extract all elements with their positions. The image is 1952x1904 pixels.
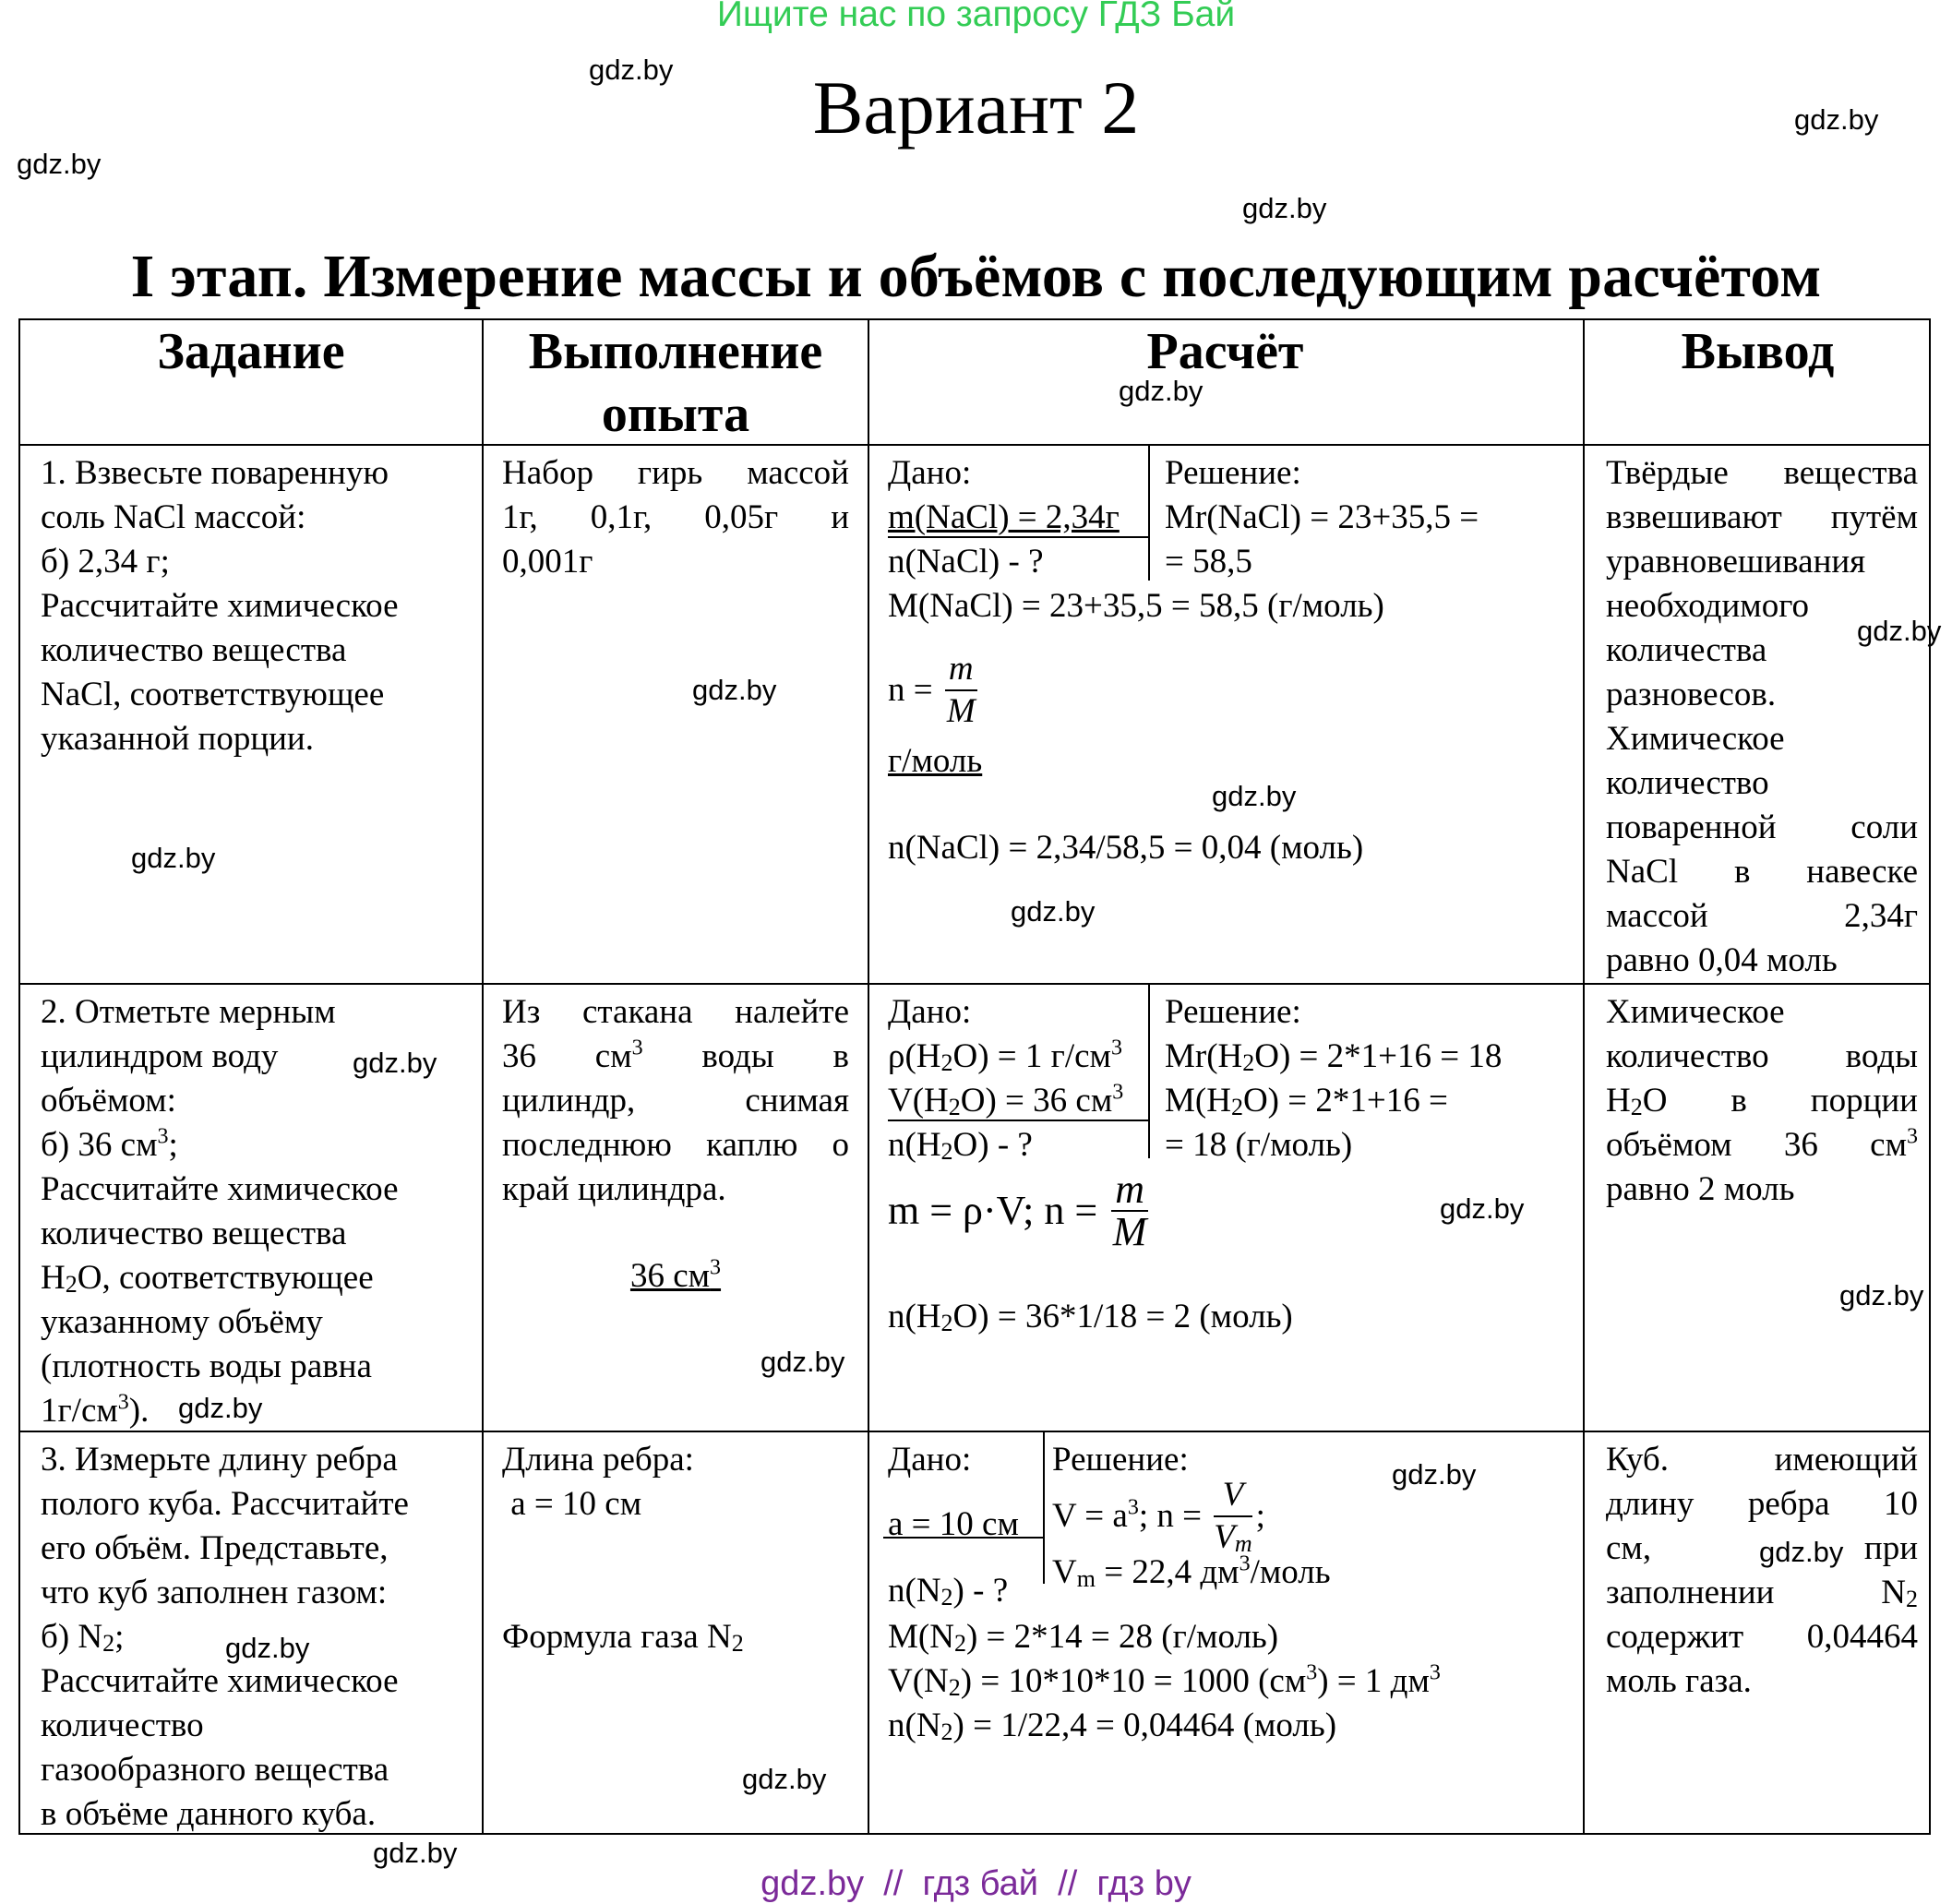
given-unknown: $n(N_2)$ - ? <box>888 1572 1009 1611</box>
formula-lhs: m = ρ·V; n = <box>888 1188 1108 1233</box>
text-line: уравновешивания <box>1606 543 1866 581</box>
watermark: gdz.by <box>1759 1536 1844 1568</box>
given-value: m(NaCl) = 2,34г <box>888 498 1120 536</box>
calc-line: $n(H_2O) = 36*1/18 = 2$ (моль) <box>888 1298 1293 1336</box>
text-line: Из стакана налейте <box>502 993 849 1031</box>
row3-calc <box>888 1615 1571 1748</box>
fraction-denominator: M <box>1112 1209 1147 1254</box>
watermark: gdz.by <box>131 842 216 874</box>
watermark: gdz.by <box>225 1632 310 1664</box>
text-line: массой 2,34г <box>1606 897 1918 935</box>
text-line: б) $N_2$; <box>41 1618 125 1657</box>
text-line: его объём. Представьте, <box>41 1529 389 1567</box>
fraction-numerator: m <box>1111 1169 1148 1212</box>
text-line: объёмом: <box>41 1082 176 1120</box>
row1-conclusion <box>1606 451 1918 983</box>
column-divider <box>1583 320 1585 1833</box>
text-line: количество воды <box>1606 1037 1918 1075</box>
solution-line: = 58,5 <box>1165 543 1252 581</box>
given-label: Дано: <box>888 454 972 492</box>
text-line: 36 $см^3$ воды в <box>502 1036 849 1075</box>
text-line: равно 2 моль <box>1606 1170 1795 1208</box>
text-line: равно 0,04 моль <box>1606 941 1838 979</box>
solution-label: Решение: <box>1165 454 1301 492</box>
watermark: gdz.by <box>1242 192 1327 224</box>
given-label: Дано: <box>888 1441 972 1479</box>
text-line: 2. Отметьте мерным <box>41 993 336 1031</box>
watermark: gdz.by <box>1212 780 1297 812</box>
text-line: край цилиндра. <box>502 1170 726 1208</box>
text-line: в объёме данного куба. <box>41 1795 377 1833</box>
fraction-denominator: $V_m$ <box>1214 1518 1252 1557</box>
row3-given <box>888 1438 1045 1613</box>
calc-line: M(NaCl) = 23+35,5 = 58,5 (г/моль) <box>888 587 1384 625</box>
text-line: 1. Взвесьте поваренную <box>41 454 389 492</box>
watermark: gdz.by <box>1392 1458 1477 1491</box>
row1-solution <box>1165 451 1571 584</box>
text-line: содержит 0,04464 <box>1606 1618 1918 1656</box>
row3-exec <box>502 1438 849 1659</box>
text-line: что куб заполнен газом: <box>41 1574 388 1611</box>
text-line: количество <box>41 1706 204 1744</box>
text-line: количество вещества <box>41 631 347 669</box>
text-line: Химическое <box>1606 993 1785 1031</box>
fraction-denominator: M <box>946 692 976 730</box>
header-task: Задание <box>157 323 345 380</box>
text-line: газообразного вещества <box>41 1751 389 1789</box>
watermark: gdz.by <box>742 1763 827 1795</box>
row1-calc <box>888 584 1571 870</box>
page-title: Вариант 2 <box>812 66 1140 150</box>
text-line: 1г, 0,1г, 0,05г и <box>502 498 849 536</box>
text-line: цилиндром воду <box>41 1037 279 1075</box>
watermark: gdz.by <box>178 1392 263 1424</box>
calc-line: $M(N_2) = 2*14 = 28$ (г/моль) <box>888 1618 1279 1657</box>
row1-given <box>888 451 1148 584</box>
text-line: Твёрдые вещества <box>1606 454 1918 492</box>
watermark: gdz.by <box>589 54 674 86</box>
solution-line: = 18 (г/моль) <box>1165 1126 1353 1164</box>
watermark: gdz.by <box>17 148 102 180</box>
text-line: объёмом 36 $см^3$ <box>1606 1124 1918 1164</box>
text-line: указанному объёму <box>41 1303 323 1341</box>
given-value: a = 10 см <box>888 1505 1019 1543</box>
header-conclusion: Вывод <box>1681 323 1835 380</box>
fraction <box>1111 1169 1148 1252</box>
text-line: см, при <box>1606 1529 1918 1567</box>
fraction <box>945 649 977 732</box>
text-line: Длина ребра: <box>502 1441 694 1479</box>
formula <box>888 649 1571 739</box>
header-calc: Расчёт <box>1146 323 1304 380</box>
text-line: $H_2O$ в порции <box>1606 1082 1918 1120</box>
text-line: заполнении $N_2$ <box>1606 1574 1918 1612</box>
text-line: NaCl в навеске <box>1606 853 1918 891</box>
calc-line: $V(N_2) = 10*10*10 = 1000$ $(см^3) = 1$ $дм^3$ <box>888 1660 1441 1701</box>
calc-line: $n(N_2) = 1/22,4 = 0,04464$ (моль) <box>888 1706 1337 1745</box>
text-line: 3. Измерьте длину ребра <box>41 1441 398 1479</box>
row3-conclusion <box>1606 1438 1918 1704</box>
text-line: a = 10 см <box>502 1485 642 1523</box>
watermark: gdz.by <box>1857 615 1942 647</box>
watermark: gdz.by <box>692 674 777 706</box>
text-line: Рассчитайте химическое <box>41 587 399 625</box>
footer: gdz.by // гдз бай // гдз by <box>760 1864 1192 1903</box>
given-unknown: n(NaCl) - ? <box>888 543 1044 581</box>
text-line: (плотность воды равна <box>41 1347 372 1385</box>
volume-mark: 36 $см^3$ <box>629 1255 722 1295</box>
watermark: gdz.by <box>373 1837 458 1869</box>
given-divider <box>1148 444 1150 581</box>
row1-task <box>41 451 474 761</box>
text-line: указанной порции. <box>41 720 314 758</box>
watermark: gdz.by <box>353 1047 437 1079</box>
row2-conclusion <box>1606 990 1918 1212</box>
watermark: gdz.by <box>1440 1192 1525 1225</box>
row1-exec <box>502 451 849 584</box>
given-unknown: $n(H_2O)$ - ? <box>888 1126 1033 1165</box>
text-line: длину ребра 10 <box>1606 1485 1918 1523</box>
section-heading: I этап. Измерение массы и объёмов с последующим расчётом <box>130 243 1822 310</box>
row2-solution <box>1165 990 1571 1168</box>
text-line: полого куба. Рассчитайте <box>41 1485 409 1523</box>
text-line: $1г/см^3$). <box>41 1390 150 1430</box>
search-banner: Ищите нас по запросу ГДЗ Бай <box>716 0 1236 34</box>
text-line: NaCl, соответствующее <box>41 676 385 713</box>
text-line: разновесов. <box>1606 676 1777 713</box>
text-line: количество вещества <box>41 1215 347 1252</box>
text-line: поваренной соли <box>1606 808 1918 846</box>
fraction-numerator: V <box>1214 1475 1251 1517</box>
row2-exec <box>502 990 849 1299</box>
fraction <box>1214 1475 1251 1558</box>
watermark: gdz.by <box>760 1346 845 1378</box>
text-line: Рассчитайте химическое <box>41 1170 399 1208</box>
text-line: соль NaCl массой: <box>41 498 306 536</box>
header-exec: Выполнение опыта <box>528 323 823 443</box>
calc-line: г/моль <box>888 742 983 780</box>
text-line: необходимого <box>1606 587 1809 625</box>
text-line: количества <box>1606 631 1767 669</box>
text-line: $H_2O$, соответствующее <box>41 1259 374 1298</box>
text-line: 0,001г <box>502 543 593 581</box>
given-label: Дано: <box>888 993 972 1031</box>
text-line: цилиндр, снимая <box>502 1082 849 1120</box>
calc-line: n(NaCl) = 2,34/58,5 = 0,04 (моль) <box>888 829 1364 867</box>
row2-given <box>888 990 1156 1168</box>
column-divider <box>482 320 484 1833</box>
watermark: gdz.by <box>1119 375 1204 407</box>
given-value: $V(H_2O) = 36$ $см^3$ <box>888 1080 1124 1120</box>
solution-line: $Mr(H_2O) = 2*1+16 = 18$ <box>1165 1037 1503 1076</box>
watermark: gdz.by <box>1794 103 1879 136</box>
solution-line: Mr(NaCl) = 23+35,5 = <box>1165 498 1479 536</box>
text-line: количество <box>1606 764 1769 802</box>
text-line: моль газа. <box>1606 1662 1752 1700</box>
solution-label: Решение: <box>1165 993 1301 1031</box>
row3-solution <box>1052 1438 1569 1595</box>
text-line: Куб. имеющий <box>1606 1441 1918 1479</box>
text-line: б) 2,34 г; <box>41 543 170 581</box>
given-value: $\rho(H_2O) = 1$ $г/см^3$ <box>888 1036 1122 1076</box>
fraction-numerator: m <box>945 649 977 691</box>
text-line: Химическое <box>1606 720 1785 758</box>
solution-line: $V_m = 22,4$ $дм^3$/моль <box>1052 1551 1331 1592</box>
row-divider <box>20 983 1929 985</box>
column-divider <box>868 320 869 1833</box>
text-line: взвешивают путём <box>1606 498 1918 536</box>
text-line: Набор гирь массой <box>502 454 849 492</box>
text-line: б) 36 $см^3$; <box>41 1124 178 1164</box>
task-table <box>18 318 1931 1835</box>
formula: $V = a^3$; n = $\frac{V}{V_m}$ ; <box>1052 1476 1265 1557</box>
formula-lhs: n = <box>888 671 941 709</box>
text-line: последнюю каплю о <box>502 1126 849 1164</box>
solution-line: $M(H_2O) = 2*1+16$ = <box>1165 1082 1448 1120</box>
text-line: Формула газа $N_2$ <box>502 1618 744 1657</box>
watermark: gdz.by <box>1011 895 1096 928</box>
solution-label: Решение: <box>1052 1441 1189 1479</box>
text-line: Рассчитайте химическое <box>41 1662 399 1700</box>
watermark: gdz.by <box>1839 1279 1924 1311</box>
